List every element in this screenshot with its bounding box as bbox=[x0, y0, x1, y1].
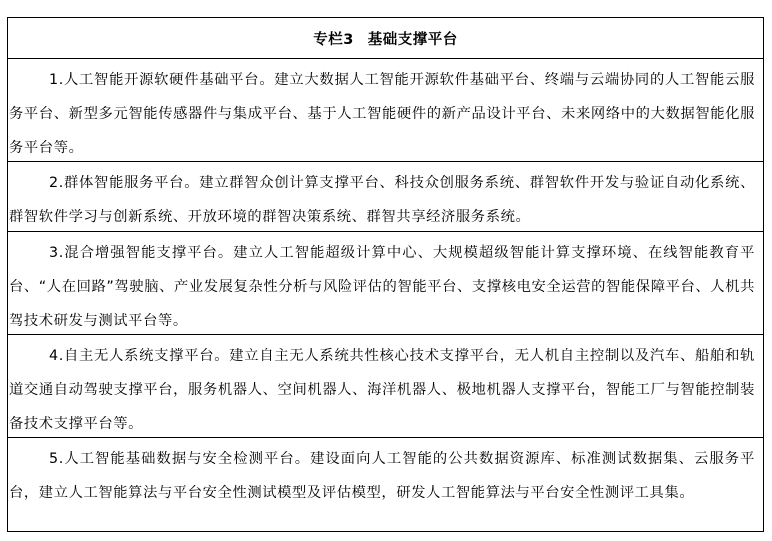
platform-item-4: 4.自主无人系统支撑平台。建立自主无人系统共性核心技术支撑平台，无人机自主控制以及汽车、船舶和轨道交通自动驾驶支撑平台，服务机器人、空间机器人、海洋机器人、极地机器人支撑平台，智能工厂与智能控制装备技术支撑平台等。 bbox=[8, 335, 763, 438]
platform-item-2: 2.群体智能服务平台。建立群智众创计算支撑平台、科技众创服务系统、群智软件开发与验证自动化系统、群智软件学习与创新系统、开放环境的群智决策系统、群智共享经济服务系统。 bbox=[8, 162, 763, 232]
platform-item-3: 3.混合增强智能支撑平台。建立人工智能超级计算中心、大规模超级智能计算支撑环境、在线智能教育平台、“人在回路”驾驶脑、产业发展复杂性分析与风险评估的智能平台、支撑核电安全运营的智能保障平台、人机共驾技术研发与测试平台等。 bbox=[8, 232, 763, 335]
special-column-box bbox=[7, 17, 764, 532]
column-title-text: 基础支撑平台 bbox=[367, 31, 458, 48]
column-title-prefix: 专栏3 bbox=[313, 31, 354, 48]
platform-item-1: 1.人工智能开源软硬件基础平台。建立大数据人工智能开源软件基础平台、终端与云端协同的人工智能云服务平台、新型多元智能传感器件与集成平台、基于人工智能硬件的新产品设计平台、未来网络中的大数据智能化服务平台等。 bbox=[8, 59, 763, 162]
column-title bbox=[8, 18, 763, 59]
platform-item-5: 5.人工智能基础数据与安全检测平台。建设面向人工智能的公共数据资源库、标准测试数据集、云服务平台，建立人工智能算法与平台安全性测试模型及评估模型，研发人工智能算法与平台安全性测评工具集。 bbox=[9, 451, 755, 501]
